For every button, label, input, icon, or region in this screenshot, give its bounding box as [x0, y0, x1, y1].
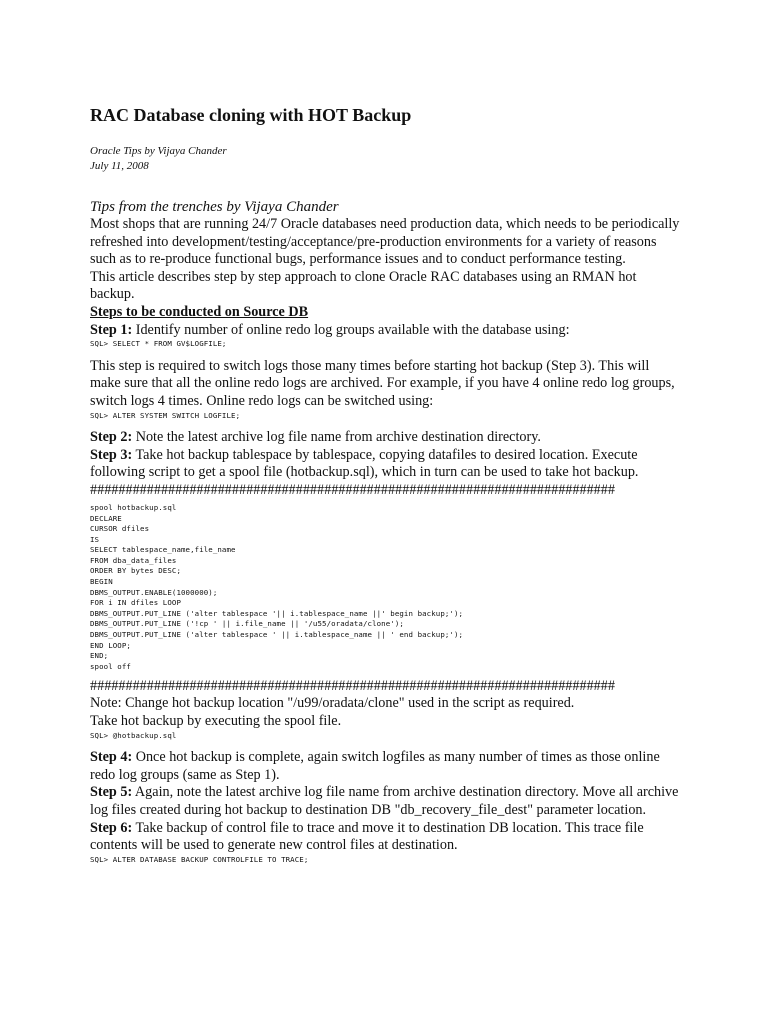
- step-4: [90, 749, 680, 784]
- step-1: [90, 322, 680, 340]
- step-3: [90, 447, 680, 482]
- article-title: RAC Database cloning with HOT Backup: [90, 105, 412, 125]
- intro-paragraph-2: This article describes step by step approach to clone Oracle RAC databases using an RMAN hot backup.: [90, 268, 637, 303]
- script-line: SELECT tablespace_name,file_name: [90, 545, 236, 555]
- byline-block: [90, 144, 680, 174]
- step-5-label: Step 5:: [90, 784, 133, 801]
- intro-paragraph-1: Most shops that are running 24/7 Oracle databases need production data, which needs to be periodically refreshed into development/testing/acceptance/pre-production environments for a variety of reasons such as to re-produce functional bugs, performance issues and to conduct performance testing.: [90, 216, 680, 268]
- step-2-text: Note the latest archive log file name from archive destination directory.: [132, 429, 541, 446]
- step-3-text: Take hot backup tablespace by tablespace, copying datafiles to desired location. Execute following script to get a spool file (hotbackup.sql), which in turn can be used to take hot backup.: [90, 446, 639, 481]
- script-line: ORDER BY bytes DESC;: [90, 566, 181, 576]
- script-separator-top: ##########################################################################: [90, 481, 615, 498]
- step-6: [90, 820, 680, 855]
- step-1-code: SQL> SELECT * FROM GV$LOGFILE;: [90, 339, 227, 349]
- step-4-label: Step 4:: [90, 749, 133, 766]
- hotbackup-script: [90, 503, 680, 673]
- step-3-run-code: SQL> @hotbackup.sql: [90, 730, 177, 740]
- script-line: END LOOP;: [90, 640, 131, 650]
- script-line: END;: [90, 651, 109, 661]
- step-3-note: Note: Change hot backup location "/u99/oradata/clone" used in the script as required.: [90, 695, 575, 712]
- step-1-text: Identify number of online redo log groups available with the database using:: [132, 321, 570, 338]
- author-byline: Oracle Tips by Vijaya Chander: [90, 145, 227, 157]
- script-line: DECLARE: [90, 513, 122, 523]
- script-line: IS: [90, 534, 100, 544]
- script-line: FROM dba_data_files: [90, 555, 177, 565]
- step-1-switch-code: SQL> ALTER SYSTEM SWITCH LOGFILE;: [90, 410, 241, 420]
- step-6-code: SQL> ALTER DATABASE BACKUP CONTROLFILE TO TRACE;: [90, 854, 309, 864]
- script-line: spool hotbackup.sql: [90, 502, 177, 512]
- step-4-text: Once hot backup is complete, again switch logfiles as many number of times as those online redo log groups (same as Step 1).: [90, 749, 660, 783]
- section-heading: Steps to be conducted on Source DB: [90, 303, 309, 320]
- step-3-label: Step 3:: [90, 446, 133, 463]
- script-line: spool off: [90, 661, 131, 671]
- script-line: CURSOR dfiles: [90, 524, 150, 534]
- script-line: FOR i IN dfiles LOOP: [90, 598, 181, 608]
- step-5: [90, 784, 680, 819]
- step-2: [90, 429, 680, 447]
- step-1-label: Step 1:: [90, 321, 133, 338]
- step-3-take-backup: Take hot backup by executing the spool file.: [90, 713, 342, 729]
- publish-date: July 11, 2008: [90, 160, 149, 172]
- lead-line: Tips from the trenches by Vijaya Chander: [90, 199, 339, 215]
- step-1-explanation: This step is required to switch logs those many times before starting hot backup (Step 3). This will make sure that all the online redo logs are archived. For example, if you have 4 online redo log groups, switch logs 4 times. Online redo logs can be switched using:: [90, 357, 675, 409]
- script-line: DBMS_OUTPUT.PUT_LINE ('alter tablespace ' || i.tablespace_name || ' end backup;');: [90, 630, 464, 640]
- document-page: [90, 104, 680, 865]
- step-6-label: Step 6:: [90, 819, 133, 836]
- script-line: BEGIN: [90, 577, 113, 587]
- script-line: DBMS_OUTPUT.PUT_LINE ('!cp ' || i.file_name || '/u55/oradata/clone');: [90, 619, 404, 629]
- script-line: DBMS_OUTPUT.PUT_LINE ('alter tablespace '|| i.tablespace_name ||' begin backup;');: [90, 608, 464, 618]
- step-2-label: Step 2:: [90, 429, 133, 446]
- script-line: DBMS_OUTPUT.ENABLE(1000000);: [90, 587, 218, 597]
- step-6-text: Take backup of control file to trace and move it to destination DB location. This trace file contents will be used to generate new control files at destination.: [90, 819, 644, 854]
- script-separator-bottom: ##########################################################################: [90, 678, 615, 695]
- step-5-text: Again, note the latest archive log file name from archive destination directory. Move all archive log files created during hot backup to destination DB "db_recovery_file_dest" parameter location.: [90, 784, 679, 818]
